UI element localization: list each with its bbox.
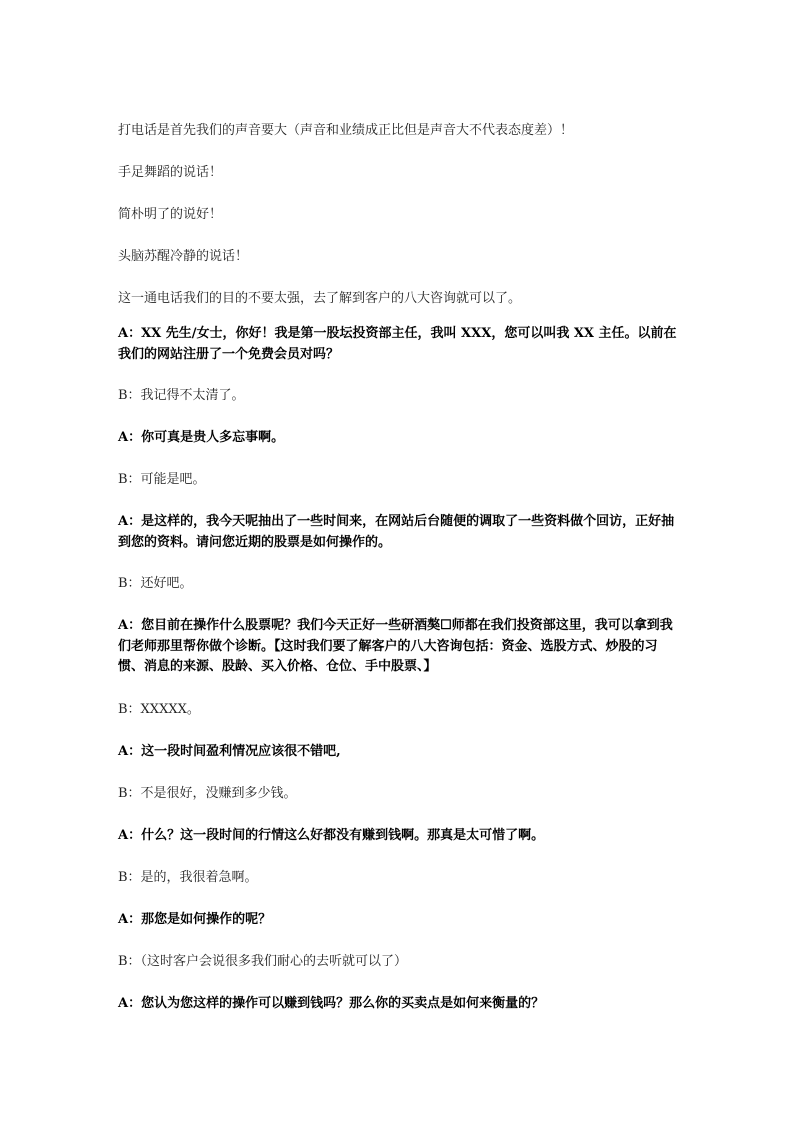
intro-line: 手足舞蹈的说话！ <box>118 165 223 180</box>
dialogue-line-b: B：还好吧。 <box>118 576 193 591</box>
dialogue-line-a: A：你可真是贵人多忘事啊。 <box>118 430 285 445</box>
dialogue-line-b: B：不是很好，没赚到多少钱。 <box>118 786 297 801</box>
intro-line: 这一通电话我们的目的不要太强，去了解到客户的八大咨询就可以了。 <box>118 291 522 306</box>
dialogue-line-b: B：XXXXX。 <box>118 702 200 717</box>
dialogue-line-b: B：可能是吧。 <box>118 472 206 487</box>
dialogue-line-b: B：（这时客户会说很多我们耐心的去听就可以了） <box>118 954 408 969</box>
intro-line: 头脑苏醒冷静的说话！ <box>118 249 249 264</box>
dialogue-line-a: A：这一段时间盈利情况应该很不错吧, <box>118 744 341 759</box>
dialogue-line-a: A：您认为您这样的操作可以赚到钱吗？那么你的买卖点是如何来衡量的？ <box>118 996 545 1011</box>
dialogue-line-b: B：我记得不太清了。 <box>118 388 245 403</box>
dialogue-line-b: B：是的，我很着急啊。 <box>118 870 258 885</box>
intro-line: 简朴明了的说好！ <box>118 207 223 222</box>
dialogue-line-a: A：什么？这一段时间的行情这么好都没有赚到钱啊。那真是太可惜了啊。 <box>118 828 545 843</box>
dialogue-line-a: A：那您是如何操作的呢？ <box>118 912 272 927</box>
dialogue-line-a: A：XX 先生/女士，你好！我是第一股坛投资部主任，我叫 XXX，您可以叫我 XX 主任。以前在我们的网站注册了一个免费会员对吗？ <box>118 326 677 362</box>
dialogue-line-a: A：您目前在操作什么股票呢？我们今天正好一些研酒獒☐师都在我们投资部这里，我可以拿到我们老师那里帮你做个诊断。【这时我们要了解客户的八大咨询包括：资金、选股方式、炒股的习惯、消息的来源、股龄、买入价格、仓位、手中股票、】 <box>118 618 673 674</box>
dialogue-line-a: A：是这样的，我今天呢抽出了一些时间来，在网站后台随便的调取了一些资料做个回访，正好抽到您的资料。请问您近期的股票是如何操作的。 <box>118 514 675 550</box>
intro-line: 打电话是首先我们的声音要大（声音和业绩成正比但是声音大不代表态度差）！ <box>118 123 574 138</box>
